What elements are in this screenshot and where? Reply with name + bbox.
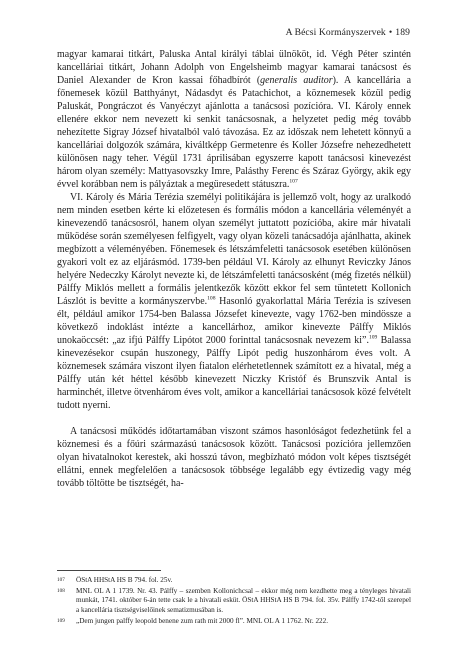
footnote-ref-109[interactable]: 109: [368, 334, 378, 341]
footnote-108: [57, 587, 411, 616]
running-head: [286, 27, 410, 38]
footnote-number: 107: [57, 577, 65, 583]
paragraph-2-text-b: Hasonló gyakorlattal Mária Terézia is szívesen élt, például amikor 1754-ben Balassa Józsefet kinevezte, vagy 1762-ben mindössze a következő indoklást intézte a kancellárhoz, amikor kinevezte Pálffy Miklós unokaöccsét: „az ifjú Pálffy Lipótot 2000 forinttal tanácsosnak nevezem ki”.: [57, 296, 411, 346]
body-text: [57, 48, 411, 490]
header-separator: •: [388, 27, 393, 38]
footnote-ref-108[interactable]: 108: [207, 295, 216, 302]
footnote-number: 108: [57, 587, 65, 594]
running-title: A Bécsi Kormányszervek: [285, 27, 386, 38]
page-number: 189: [395, 27, 410, 38]
paragraph-1-italic: generalis auditor: [260, 75, 333, 86]
paragraph-2-text-c: Balassa kinevezésekor csupán huszonegy, Pálffy Lipót pedig huszonhárom éves volt. A köznemesek számára viszont ilyen fiatalon elérhetetlennek számított ez a hivatal, még a Pálffy után két héttel később kinevezett Niczky Kristóf és Brunszvik Antal is harminchét, illetve ötvenhárom éves volt, amikor a kancelláriai tanácsosok közé felvételt tudott nyerni.: [57, 335, 411, 411]
paragraph-1-text-c: ). A kancellária a főnemesek közül Batthyányt, Nádasdyt és Patachichot, a köznemesek közül pedig Paluskát, Pongráczot és Vanyéczyt ajánlotta a tanácsosi pozícióra. VI. Károly ennek ellenére ekkor nem nevezett ki senkit tanácsosnak, a helyzetet pedig még tovább nehezítette Sigray József hivatalból való távozása. Ez az időszak nem lehetett könnyű a kancelláriai dolgozók számára, kiváltképp Germetenre és Koller Józsefre nehezedhetett különösen nagy teher. Végül 1731 áprilisában egyszerre kapott tanácsosi kinevezést három olyan személy: Mattyasovszky Imre, Palásthy Ferenc és Száraz György, akik egy évvel korábban nem is pályáztak a megüresedett státuszra.: [57, 75, 412, 190]
paragraph-2-text-a: VI. Károly és Mária Terézia személyi politikájára is jellemző volt, hogy az uralkodó nem minden esetben kérte ki előzetesen és formális módon a kancellária véleményét a kinevezendő tanácsosról, hanem olyan személyt juttatott pozícióba, akire már hivatali működése során személyesen felfigyelt, vagy olyan közeli tanácsadója ajánlhatta, akinek megbízott a véleményében. Főnemesek és létszámfeletti tanácsosok esetében különösen gyakori volt ez az eljárásmód. 1739-ben például VI. Károly az elhunyt Reviczky János helyére Nedeczky Károlyt nevezte ki, de létszámfeletti tanácsosként (még fizetés nélkül) Pálffy Miklós mellett a formális jelentkezők között ekkor fel sem tüntetett Kollonich Lászlót is bevitte a kormányszervbe.: [57, 192, 411, 307]
footnote-text: ÖStA HHStA HS B 794. fol. 25v.: [76, 576, 173, 584]
footnote-number: 109: [57, 617, 65, 624]
paragraph-2: [57, 191, 411, 412]
footnotes: [57, 576, 411, 628]
footnote-text: MNL OL A 1 1739. Nr. 43. Pálffy – szemben Kollonichcsal – ekkor még nem kezdhette meg a tényleges hivatali munkát, 1741. október 6-án tette csak le a hivatali esküt. ÖStA HHStA HS B 794. fol. 35v. Pálffy 1742-től szerepel a kancellária tisztségviselőinek sematizmusában is.: [76, 586, 411, 615]
footnote-divider: [57, 570, 161, 571]
footnote-ref-107[interactable]: 107: [289, 178, 298, 185]
paragraph-3: A tanácsosi működés időtartamában viszont számos hasonlóságot fedezhetünk fel a köznemesi és a főúri származású tanácsosok között. Tanácsosi pozícióra jellemzően olyan hivatalnokot kerestek, aki hosszú távon, megbízható módon volt képes tisztségét ellátni, ennek megfelelően a tanácsosok többsége legalább egy évtizedig vagy még tovább töltötte be tisztségét, ha-: [57, 426, 411, 489]
paragraph-1-text-a: magyar kamarai titkárt, Paluska Antal királyi táblai ülnököt, id. Végh Péter szintén kancelláriai titkárt, Johann Adolph von Engelsheimb magyar kamarai tanácsost és Daniel Alexander de Kron kassai főhadbírót (: [57, 49, 411, 86]
footnote-text: „Dem jungen palffy leopold benene zum rath mit 2000 fl”. MNL OL A 1 1762. Nr. 222.: [76, 616, 329, 625]
footnote-107: [57, 576, 411, 586]
paragraph-1: [57, 48, 411, 191]
footnote-109: [57, 617, 411, 627]
